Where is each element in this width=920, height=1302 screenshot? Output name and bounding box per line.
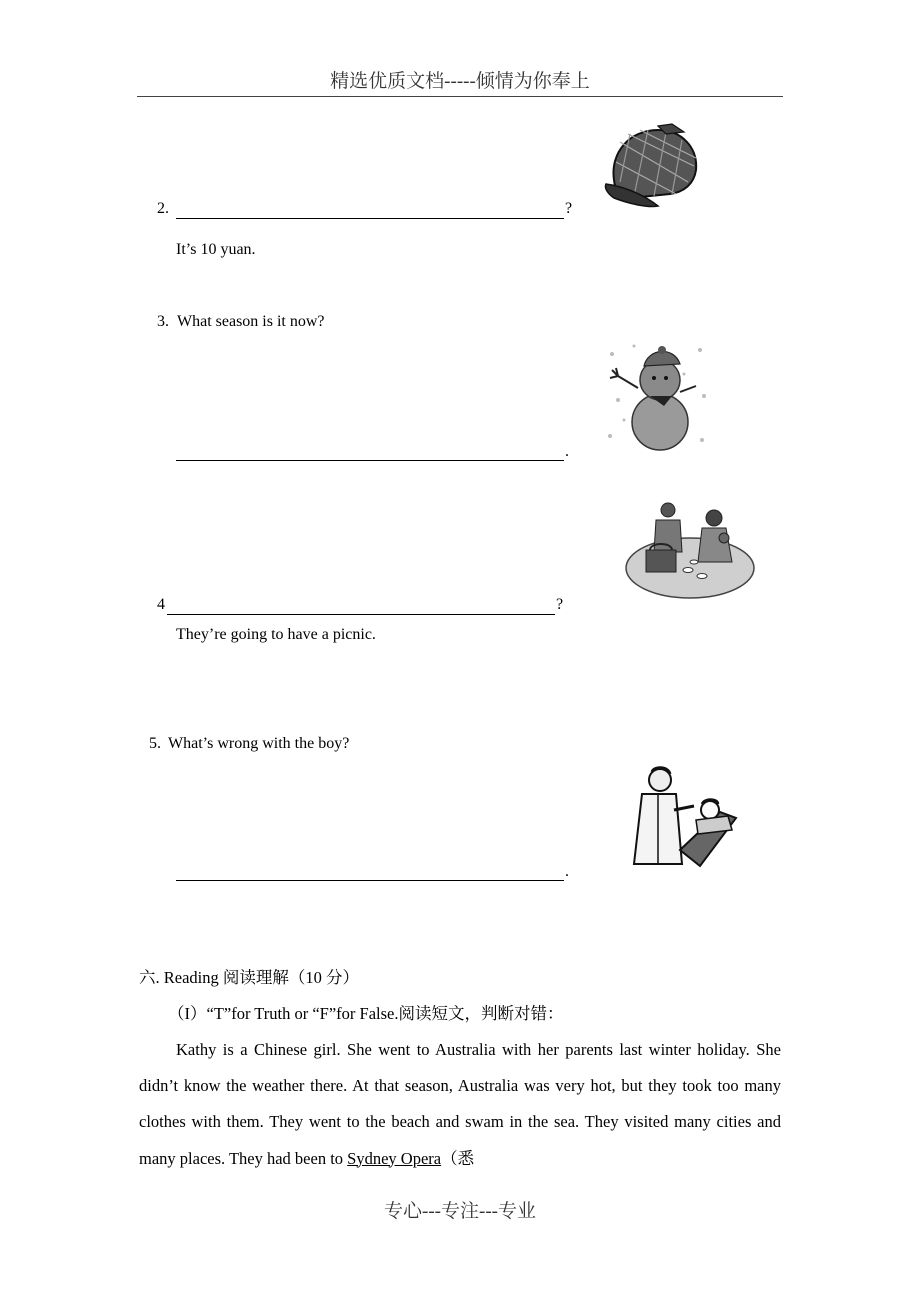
hat-image [600, 122, 704, 214]
question-5-answer-blank[interactable] [176, 880, 564, 881]
question-4-answer-blank[interactable] [167, 614, 555, 615]
dentist-image [624, 764, 744, 872]
question-3-end-mark: . [565, 443, 569, 460]
sydney-opera-term: Sydney Opera [347, 1148, 442, 1168]
question-3-prompt: What season is it now? [177, 313, 325, 330]
question-2-end-mark: ? [565, 200, 573, 217]
reading-passage [139, 1032, 781, 1177]
question-4-answer: They’re going to have a picnic. [176, 626, 376, 643]
passage-continuation: （悉 [441, 1148, 475, 1168]
question-2-number: 2. [157, 200, 169, 217]
question-4-end-mark: ? [556, 596, 564, 613]
question-5-prompt: What’s wrong with the boy? [168, 735, 350, 752]
family-picnic-image [620, 498, 756, 606]
question-3-number: 3. [157, 313, 169, 330]
question-4-number: 4 [157, 596, 165, 613]
snowman-image [604, 340, 712, 452]
question-2-answer-blank[interactable] [176, 218, 564, 219]
question-3-answer-blank[interactable] [176, 460, 564, 461]
section-title: 六. Reading 阅读理解（10 分） [139, 968, 359, 987]
page-footer: 专心---专注---专业 [384, 1201, 536, 1222]
question-5-number: 5. [149, 735, 161, 752]
passage-text: Kathy is a Chinese girl. She went to Australia with her parents last winter holiday. She didn’t know the weather there. At that season, Australia was very hot, but they took too many clothes with them. They went to the beach and swam in the sea. They visited many cities and many places. They had been to [139, 1040, 781, 1168]
page-header: 精选优质文档-----倾情为你奉上 [330, 71, 590, 92]
section-instruction: （I）“T”for Truth or “F”for False.阅读短文，判断对错： [168, 1004, 564, 1023]
question-5-end-mark: . [565, 863, 569, 880]
question-2-answer: It’s 10 yuan. [176, 241, 256, 258]
header-rule [137, 96, 783, 97]
